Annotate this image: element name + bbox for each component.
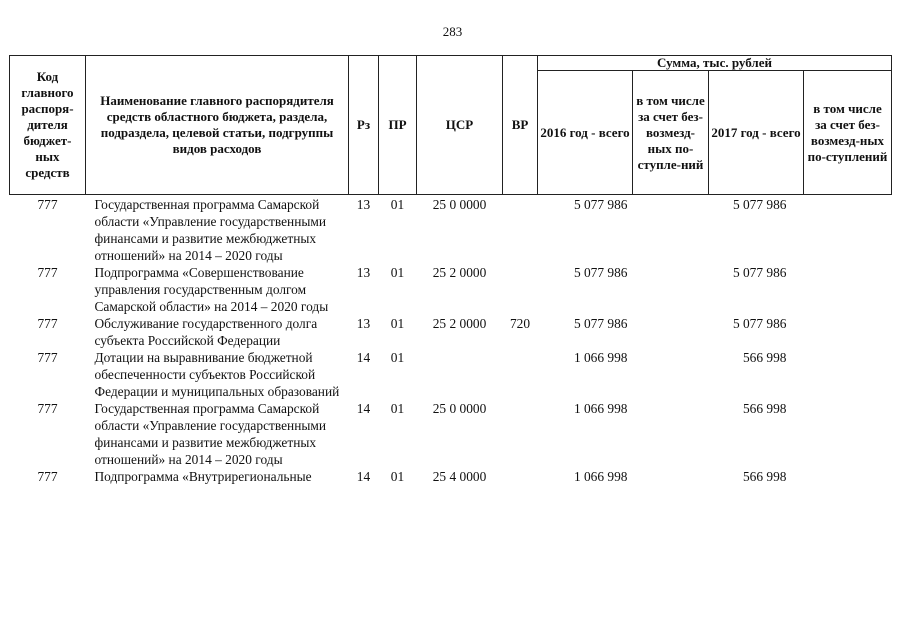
cell-vr <box>503 195 538 265</box>
cell-rz: 14 <box>356 469 371 484</box>
cell-name: Государственная программа Самарской области «Управление государственными финансами и развитие межбюджетных отношений» на 2014 – 2020 годы <box>94 197 327 263</box>
cell-rz: 14 <box>356 401 371 416</box>
cell-code: 777 <box>37 316 58 331</box>
table-row <box>10 349 892 400</box>
cell-2017-total: 5 077 986 <box>732 197 787 212</box>
table-row <box>10 468 892 485</box>
cell-vr <box>503 264 538 315</box>
cell-pr: 01 <box>390 469 405 484</box>
cell-2016-grants <box>633 264 709 315</box>
cell-vr: 720 <box>509 316 531 331</box>
cell-code: 777 <box>37 350 58 365</box>
cell-2016-grants <box>633 400 709 468</box>
cell-vr <box>503 400 538 468</box>
cell-2016-total: 5 077 986 <box>573 197 628 212</box>
cell-pr: 01 <box>390 350 405 365</box>
cell-csr: 25 2 0000 <box>432 316 487 331</box>
cell-code: 777 <box>37 197 58 212</box>
cell-2017-total: 5 077 986 <box>732 265 787 280</box>
cell-2017-total: 566 998 <box>742 401 787 416</box>
header-vr: ВР <box>503 56 538 195</box>
cell-rz: 13 <box>356 316 371 331</box>
table-row <box>10 195 892 265</box>
cell-2016-grants <box>633 349 709 400</box>
cell-2016-total: 5 077 986 <box>573 265 628 280</box>
table-row <box>10 264 892 315</box>
cell-2017-grants <box>804 468 892 485</box>
cell-2016-grants <box>633 468 709 485</box>
cell-rz: 13 <box>356 265 371 280</box>
cell-csr <box>417 349 503 400</box>
cell-code: 777 <box>37 265 58 280</box>
cell-rz: 13 <box>356 197 371 212</box>
cell-vr <box>503 349 538 400</box>
header-2016-grants: в том числе за счет без-возмезд-ных по-ступле-ний <box>633 71 709 195</box>
header-2017-total: 2017 год - всего <box>709 71 804 195</box>
table-header <box>10 56 892 195</box>
cell-csr: 25 4 0000 <box>432 469 487 484</box>
cell-2016-total: 1 066 998 <box>573 350 628 365</box>
cell-2016-grants <box>633 315 709 349</box>
table-body <box>10 195 892 486</box>
table-row <box>10 315 892 349</box>
cell-pr: 01 <box>390 316 405 331</box>
header-csr: ЦСР <box>417 56 503 195</box>
cell-2016-total: 1 066 998 <box>573 469 628 484</box>
cell-2017-total: 5 077 986 <box>732 316 787 331</box>
cell-2016-total: 1 066 998 <box>573 401 628 416</box>
cell-code: 777 <box>37 401 58 416</box>
header-2017-grants: в том числе за счет без-возмезд-ных по-ступлений <box>804 71 892 195</box>
header-rz: Рз <box>349 56 379 195</box>
cell-name: Подпрограмма «Совершенствование управления государственным долгом Самарской области» на 2014 – 2020 годы <box>94 265 329 314</box>
cell-csr: 25 0 0000 <box>432 197 487 212</box>
page-number: 283 <box>442 24 463 39</box>
cell-csr: 25 0 0000 <box>432 401 487 416</box>
header-name: Наименование главного распорядителя средств областного бюджета, раздела, подраздела, целевой статьи, подгруппы видов расходов <box>86 56 349 195</box>
cell-2017-total: 566 998 <box>742 469 787 484</box>
budget-table <box>9 55 892 485</box>
cell-pr: 01 <box>390 265 405 280</box>
header-2016-total: 2016 год - всего <box>538 71 633 195</box>
cell-csr: 25 2 0000 <box>432 265 487 280</box>
cell-name: Подпрограмма «Внутрирегиональные <box>94 469 312 484</box>
cell-vr <box>503 468 538 485</box>
cell-name: Обслуживание государственного долга субъекта Российской Федерации <box>94 316 318 348</box>
cell-pr: 01 <box>390 401 405 416</box>
cell-2016-grants <box>633 195 709 265</box>
cell-name: Дотации на выравнивание бюджетной обеспеченности субъектов Российской Федерации и муниципальных образований <box>94 350 340 399</box>
cell-name: Государственная программа Самарской области «Управление государственными финансами и развитие межбюджетных отношений» на 2014 – 2020 годы <box>94 401 327 467</box>
cell-2017-grants <box>804 400 892 468</box>
cell-rz: 14 <box>356 350 371 365</box>
header-pr: ПР <box>379 56 417 195</box>
header-sum: Сумма, тыс. рублей <box>538 56 892 71</box>
header-code: Код главного распоря-дителя бюджет-ных средств <box>10 56 86 195</box>
cell-2016-total: 5 077 986 <box>573 316 628 331</box>
cell-2017-total: 566 998 <box>742 350 787 365</box>
cell-code: 777 <box>37 469 58 484</box>
cell-2017-grants <box>804 349 892 400</box>
cell-2017-grants <box>804 315 892 349</box>
cell-pr: 01 <box>390 197 405 212</box>
table-row <box>10 400 892 468</box>
cell-2017-grants <box>804 264 892 315</box>
cell-2017-grants <box>804 195 892 265</box>
